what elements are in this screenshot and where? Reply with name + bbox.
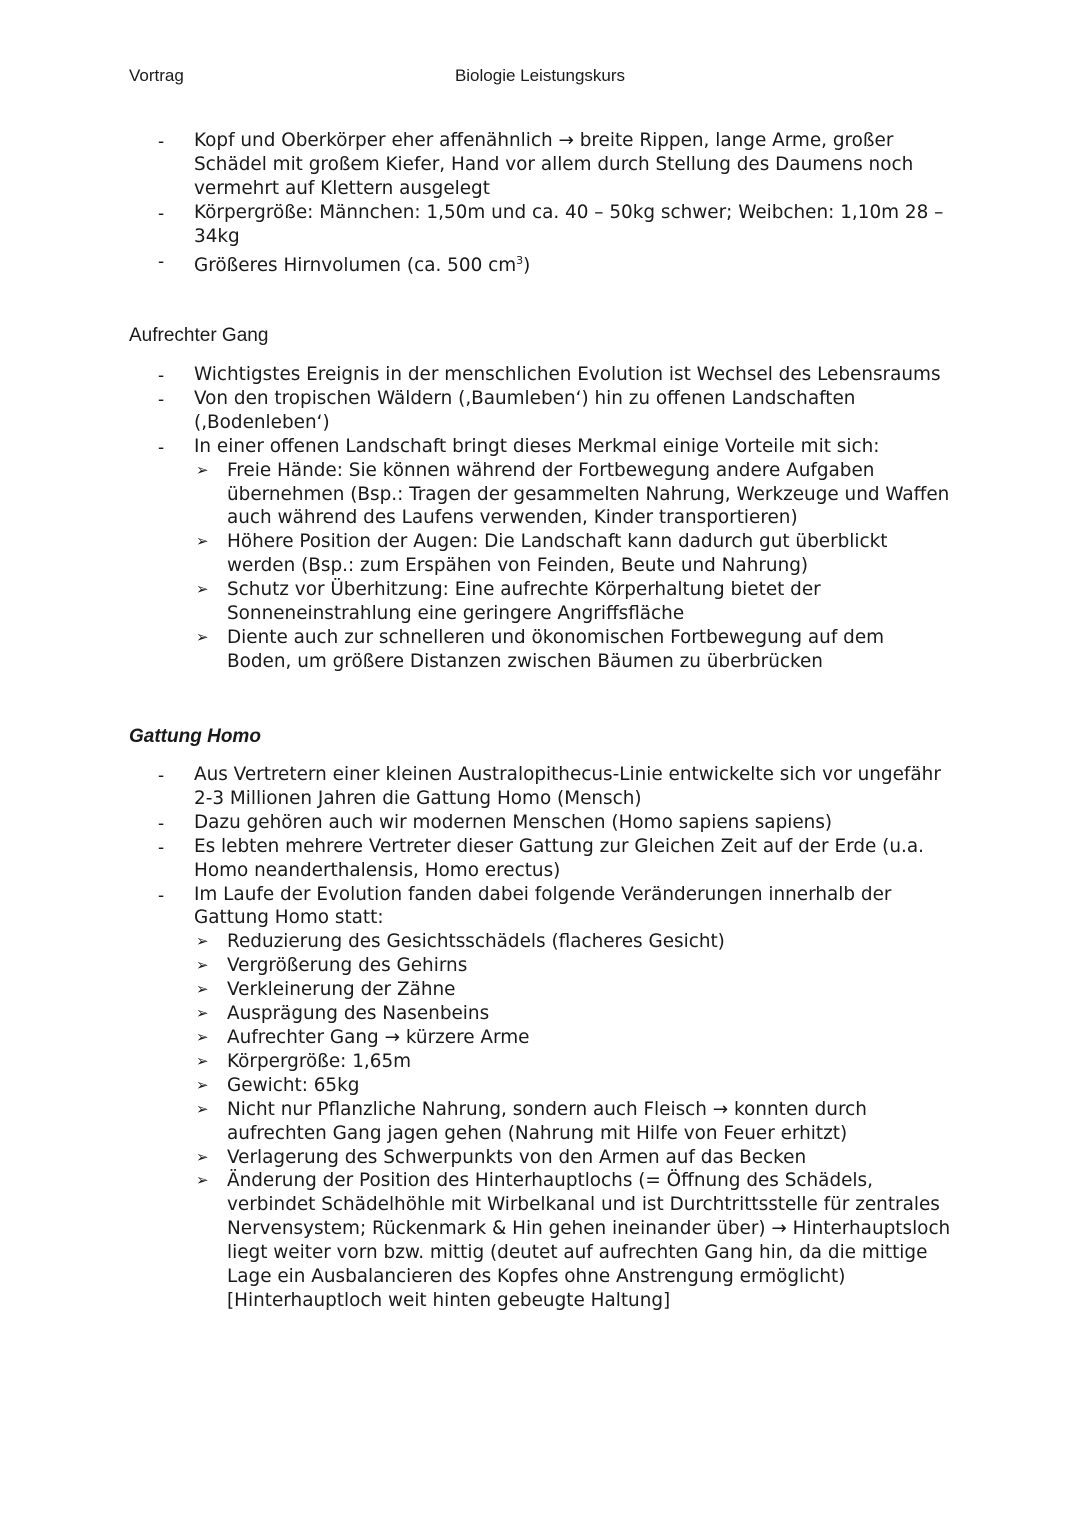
- arrow-bullet-icon: ➢: [196, 1004, 209, 1023]
- gang-sublist: [194, 459, 1080, 674]
- dash-bullet: -: [158, 435, 165, 457]
- sub-list-item: [194, 578, 952, 626]
- dash-bullet: -: [158, 249, 165, 271]
- arrow-bullet-icon: ➢: [196, 580, 209, 599]
- homo-sublist: [194, 930, 1080, 1313]
- sub-list-item: [194, 978, 952, 1002]
- sub-list-item-text: Diente auch zur schnelleren und ökonomischen Fortbewegung auf dem Boden, um größere Distanzen zwischen Bäumen zu überbrücken: [227, 626, 885, 672]
- sub-list-item: [194, 530, 952, 578]
- list-item-text-end: ): [523, 254, 531, 276]
- sub-list-item-text: Aufrechter Gang → kürzere Arme: [227, 1026, 530, 1048]
- list-item-text: Körpergröße: Männchen: 1,50m und ca. 40 – 50kg schwer; Weibchen: 1,10m 28 – 34kg: [194, 201, 944, 247]
- arrow-bullet-icon: ➢: [196, 1075, 209, 1094]
- arrow-bullet-icon: ➢: [196, 1147, 209, 1166]
- sub-list-item-text: Ausprägung des Nasenbeins: [227, 1003, 490, 1025]
- dash-bullet: -: [158, 130, 165, 151]
- section-title-gang: Aufrechter Gang: [129, 325, 269, 346]
- sub-list-item-text: Änderung der Position des Hinterhauptlochs (= Öffnung des Schädels, verbindet Schädelhöhle mit Wirbelkanal und ist Durchtrittsstelle für zentrales Nervensystem; Rückenmark & Hin gehen ineinander über) → Hinterhauptsloch liegt weiter vorn bzw. mittig (deutet auf aufrechten Gang hin, da die mittige Lage ein Ausbalancieren des Kopfes ohne Anstrengung ermöglicht) [Hinterhauptloch weit hinten gebeugte Haltung]: [227, 1170, 951, 1311]
- list-item: [0, 249, 1080, 278]
- sub-list-item-text: Gewicht: 65kg: [227, 1074, 360, 1096]
- dash-bullet: -: [158, 364, 165, 385]
- sub-list-item: [194, 1050, 952, 1074]
- arrow-bullet-icon: ➢: [196, 1027, 209, 1046]
- list-item: [0, 811, 1080, 835]
- sub-list-item-text: Höhere Position der Augen: Die Landschaft kann dadurch gut überblickt werden (Bsp.: zum Erspähen von Feinden, Beute und Nahrung): [227, 531, 888, 577]
- dash-bullet: -: [158, 883, 165, 905]
- intro-section: [0, 129, 1080, 278]
- sub-list-item-text: Nicht nur Pflanzliche Nahrung, sondern auch Fleisch → konnten durch aufrechten Gang jagen gehen (Nahrung mit Hilfe von Feuer erhitzt): [227, 1098, 867, 1144]
- list-item-text: Von den tropischen Wäldern (‚Baumleben‘) hin zu offenen Landschaften (‚Bodenleben‘): [194, 387, 856, 433]
- section-title-homo: Gattung Homo: [129, 726, 261, 747]
- list-item: [0, 363, 1080, 387]
- list-item: [0, 763, 1080, 811]
- arrow-bullet-icon: ➢: [196, 1099, 209, 1118]
- list-item-text: Im Laufe der Evolution fanden dabei folgende Veränderungen innerhalb der Gattung Homo statt:: [194, 883, 892, 929]
- dash-bullet: -: [158, 387, 165, 409]
- gang-list: [0, 363, 1080, 674]
- arrow-bullet-icon: ➢: [196, 532, 209, 551]
- dash-bullet: -: [158, 811, 165, 833]
- list-item: [0, 129, 1080, 201]
- homo-section: [0, 763, 1080, 1313]
- sub-list-item: [194, 626, 952, 674]
- list-item-text: Dazu gehören auch wir modernen Menschen (Homo sapiens sapiens): [194, 811, 833, 833]
- dash-bullet: -: [158, 201, 165, 223]
- list-item: [0, 883, 1080, 1313]
- dash-bullet: -: [158, 835, 165, 857]
- list-item-text: Kopf und Oberkörper eher affenähnlich → breite Rippen, lange Arme, großer Schädel mit großem Kiefer, Hand vor allem durch Stellung des Daumens noch vermehrt auf Klettern ausgelegt: [194, 130, 914, 199]
- sub-list-item: [194, 1026, 952, 1050]
- list-item: [0, 387, 1080, 435]
- sub-list-item: [194, 1146, 952, 1170]
- arrow-bullet-icon: ➢: [196, 627, 209, 646]
- page-header: [0, 66, 1080, 88]
- sub-list-item: [194, 930, 952, 954]
- sub-list-item-text: Vergrößerung des Gehirns: [227, 955, 468, 977]
- homo-list: [0, 763, 1080, 1313]
- dash-bullet: -: [158, 764, 165, 785]
- intro-list: [0, 129, 1080, 278]
- sub-list-item-text: Schutz vor Überhitzung: Eine aufrechte Körperhaltung bietet der Sonneneinstrahlung eine geringere Angriffsfläche: [227, 579, 821, 625]
- list-item-text: Wichtigstes Ereignis in der menschlichen Evolution ist Wechsel des Lebensraums: [194, 364, 941, 385]
- superscript: 3: [516, 253, 524, 267]
- arrow-bullet-icon: ➢: [196, 1051, 209, 1070]
- sub-list-item-text: Verlagerung des Schwerpunkts von den Armen auf das Becken: [227, 1146, 807, 1168]
- sub-list-item-text: Reduzierung des Gesichtsschädels (flacheres Gesicht): [227, 931, 725, 953]
- sub-list-item: [194, 1098, 952, 1146]
- header-left: Vortrag: [129, 66, 184, 85]
- arrow-bullet-icon: ➢: [196, 460, 209, 479]
- sub-list-item-text: Körpergröße: 1,65m: [227, 1050, 412, 1072]
- sub-list-item: [194, 1074, 952, 1098]
- arrow-bullet-icon: ➢: [196, 980, 209, 999]
- list-item: [0, 201, 1080, 249]
- sub-list-item: [194, 954, 952, 978]
- arrow-bullet-icon: ➢: [196, 1171, 209, 1190]
- arrow-bullet-icon: ➢: [196, 956, 209, 975]
- list-item: [0, 435, 1080, 674]
- sub-list-item: [194, 1002, 952, 1026]
- arrow-bullet-icon: ➢: [196, 932, 209, 951]
- sub-list-item-text: Freie Hände: Sie können während der Fortbewegung andere Aufgaben übernehmen (Bsp.: Tragen der gesammelten Nahrung, Werkzeuge und Waffen auch während des Laufens verwenden, Kinder transportieren): [227, 459, 950, 529]
- header-center: Biologie Leistungskurs: [454, 66, 626, 85]
- sub-list-item-text: Verkleinerung der Zähne: [227, 979, 456, 1001]
- list-item: [0, 835, 1080, 883]
- sub-list-item: [194, 1169, 952, 1312]
- list-item-text: Aus Vertretern einer kleinen Australopithecus-Linie entwickelte sich vor ungefähr 2-3 Millionen Jahren die Gattung Homo (Mensch): [194, 764, 941, 809]
- list-item-text: In einer offenen Landschaft bringt dieses Merkmal einige Vorteile mit sich:: [194, 435, 880, 457]
- sub-list-item: [194, 459, 952, 531]
- gang-section: [0, 363, 1080, 674]
- list-item-text: Größeres Hirnvolumen (ca. 500 cm: [194, 254, 517, 276]
- list-item-text: Es lebten mehrere Vertreter dieser Gattung zur Gleichen Zeit auf der Erde (u.a. Homo neanderthalensis, Homo erectus): [194, 835, 924, 881]
